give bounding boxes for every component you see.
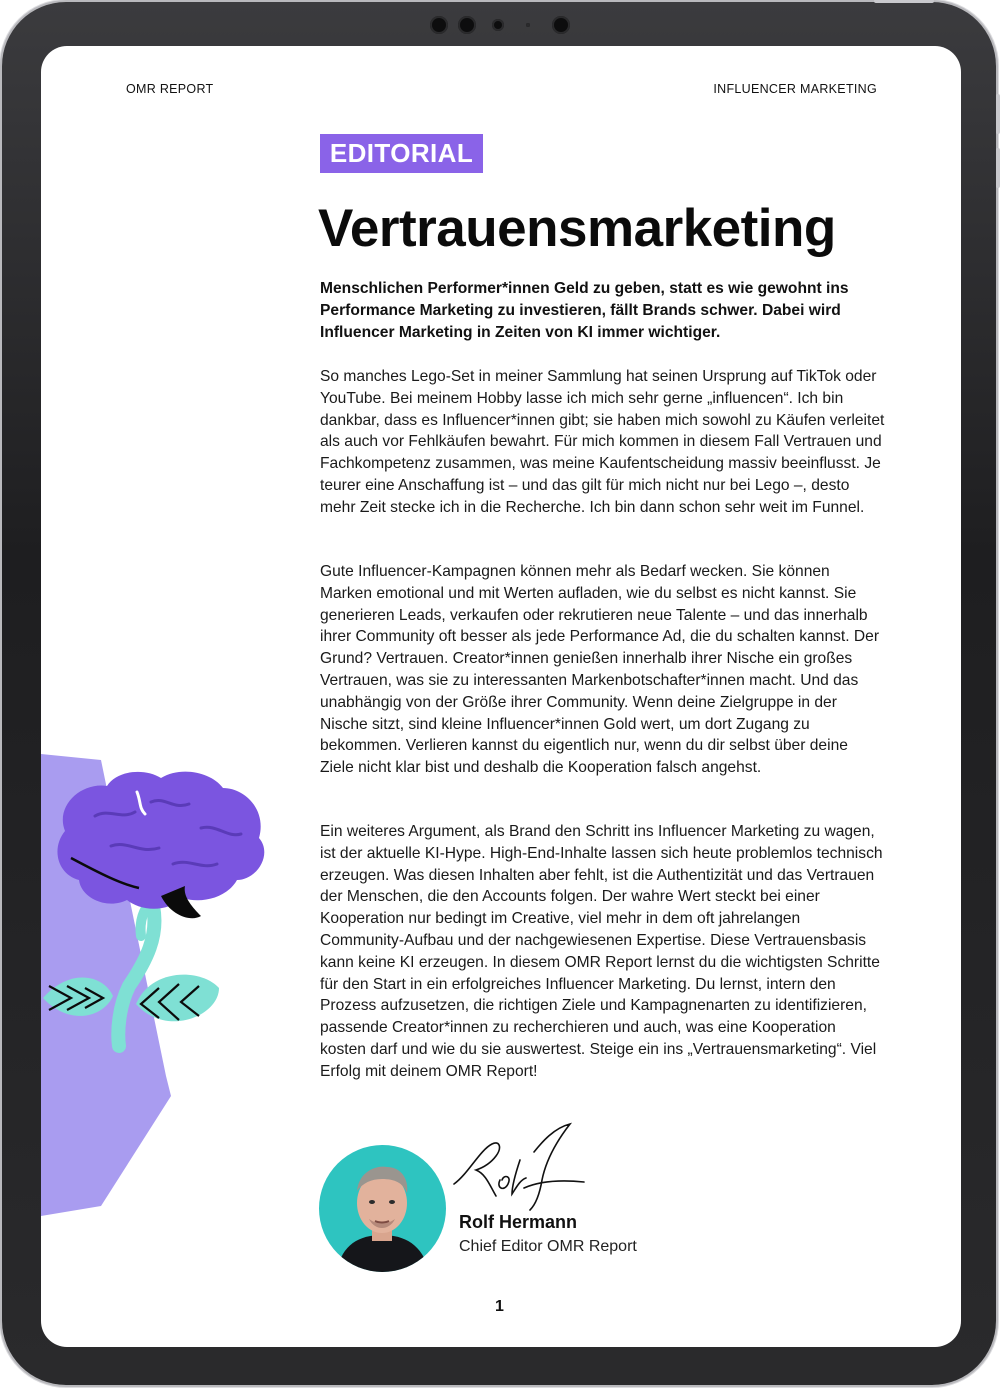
- volume-down-button: [996, 148, 1000, 188]
- author-name: Rolf Hermann: [459, 1212, 578, 1232]
- author-role: Chief Editor OMR Report: [459, 1238, 637, 1255]
- brain-flower-illustration: [41, 746, 281, 1216]
- document-page: [41, 46, 961, 1347]
- sensor-icon: [430, 16, 448, 34]
- page-title: Vertrauensmarketing: [318, 199, 836, 258]
- camera-bar: [420, 14, 580, 36]
- sensor-icon: [552, 16, 570, 34]
- handwritten-signature: [446, 1122, 586, 1212]
- author-avatar: [319, 1145, 446, 1272]
- section-badge: EDITORIAL: [320, 134, 483, 173]
- body-paragraph-2: Gute Influencer-Kampagnen können mehr als Bedarf wecken. Sie können Marken emotional und mit Werten aufladen, wie du selbst es nicht kannst. Sie generieren Leads, verkaufen oder rekrutieren neue Talente – und das innerhalb ihrer Community oft besser als jede Performance Ad, die du schalten kannst. Der Grund? Vertrauen. Creator*innen genießen innerhalb ihrer Nische ein großes Vertrauen, was sie zu interessanten Markenbotschafter*innen macht. Und das unabhängig von der Größe ihrer Community. Wenn deine Zielgruppe in der Nische sitzt, sind kleine Influencer*innen Gold wert, um dort Zugang zu bekommen. Verlieren kannst du eigentlich nur, wenn du dir selbst über deine Ziele nicht klar bist und deshalb die Kooperation falsch angehst.: [320, 563, 880, 777]
- top-button: [874, 0, 934, 3]
- author-portrait: [319, 1145, 446, 1272]
- sensor-icon: [458, 16, 476, 34]
- body-paragraph-1: So manches Lego-Set in meiner Sammlung hat seinen Ursprung auf TikTok oder YouTube. Bei meinem Hobby lasse ich mich sehr gerne „influencen“. Ich bin dankbar, dass es Influencer*innen gibt; sie haben mich sowohl zu Käufen verleitet als auch vor Fehlkäufen bewahrt. Für mich kommen in diesem Fall Vertrauen und Fachkompetenz zusammen, was meine Kaufentscheidung massiv beeinflusst. Je teurer eine Anschaffung ist – und das gilt für mich nicht nur bei Lego –, desto mehr Zeit stecke ich in die Recherche. Ich bin dann schon sehr weit im Funnel.: [320, 368, 885, 516]
- body-paragraph-3: Ein weiteres Argument, als Brand den Schritt ins Influencer Marketing zu wagen, ist der aktuelle KI-Hype. High-End-Inhalte lassen sich heute problemlos technisch erzeugen. Was diesen Inhalten aber fehlt, ist die Authentizität und das Vertrauen der Menschen, die den Accounts folgen. Der wahre Wert steckt bei einer Kooperation nur bedingt im Creative, viel mehr in dem oft jahrelangen Community-Aufbau und der nachgewiesenen Expertise. Diese Vertrauensbasis kann keine KI erzeugen. In diesem OMR Report lernst du die wichtigsten Schritte für den Start in ein erfolgreiches Influencer Marketing. Du lernst, intern den Prozess aufzusetzen, die richtigen Ziele und Kampagnenarten zu identifizieren, passende Creator*innen zu recherchieren und auch, was eine Kooperation kosten darf und wie du sie auswertest. Steige ein ins „Vertrauensmarketing“. Viel Erfolg mit deinem OMR Report!: [320, 823, 883, 1080]
- running-head-left: OMR REPORT: [126, 82, 214, 96]
- page-number: 1: [495, 1298, 504, 1315]
- tablet-frame: [2, 2, 996, 1385]
- brain-icon: [57, 772, 264, 909]
- running-head-right: INFLUENCER MARKETING: [713, 82, 877, 96]
- lead-paragraph: Menschlichen Performer*innen Geld zu geben, statt es wie gewohnt ins Performance Marketing zu investieren, fällt Brands schwer. Dabei wird Influencer Marketing in Zeiten von KI immer wichtiger.: [320, 280, 849, 341]
- camera-icon: [492, 19, 504, 31]
- volume-up-button: [996, 94, 1000, 134]
- sensor-dot-icon: [526, 23, 530, 27]
